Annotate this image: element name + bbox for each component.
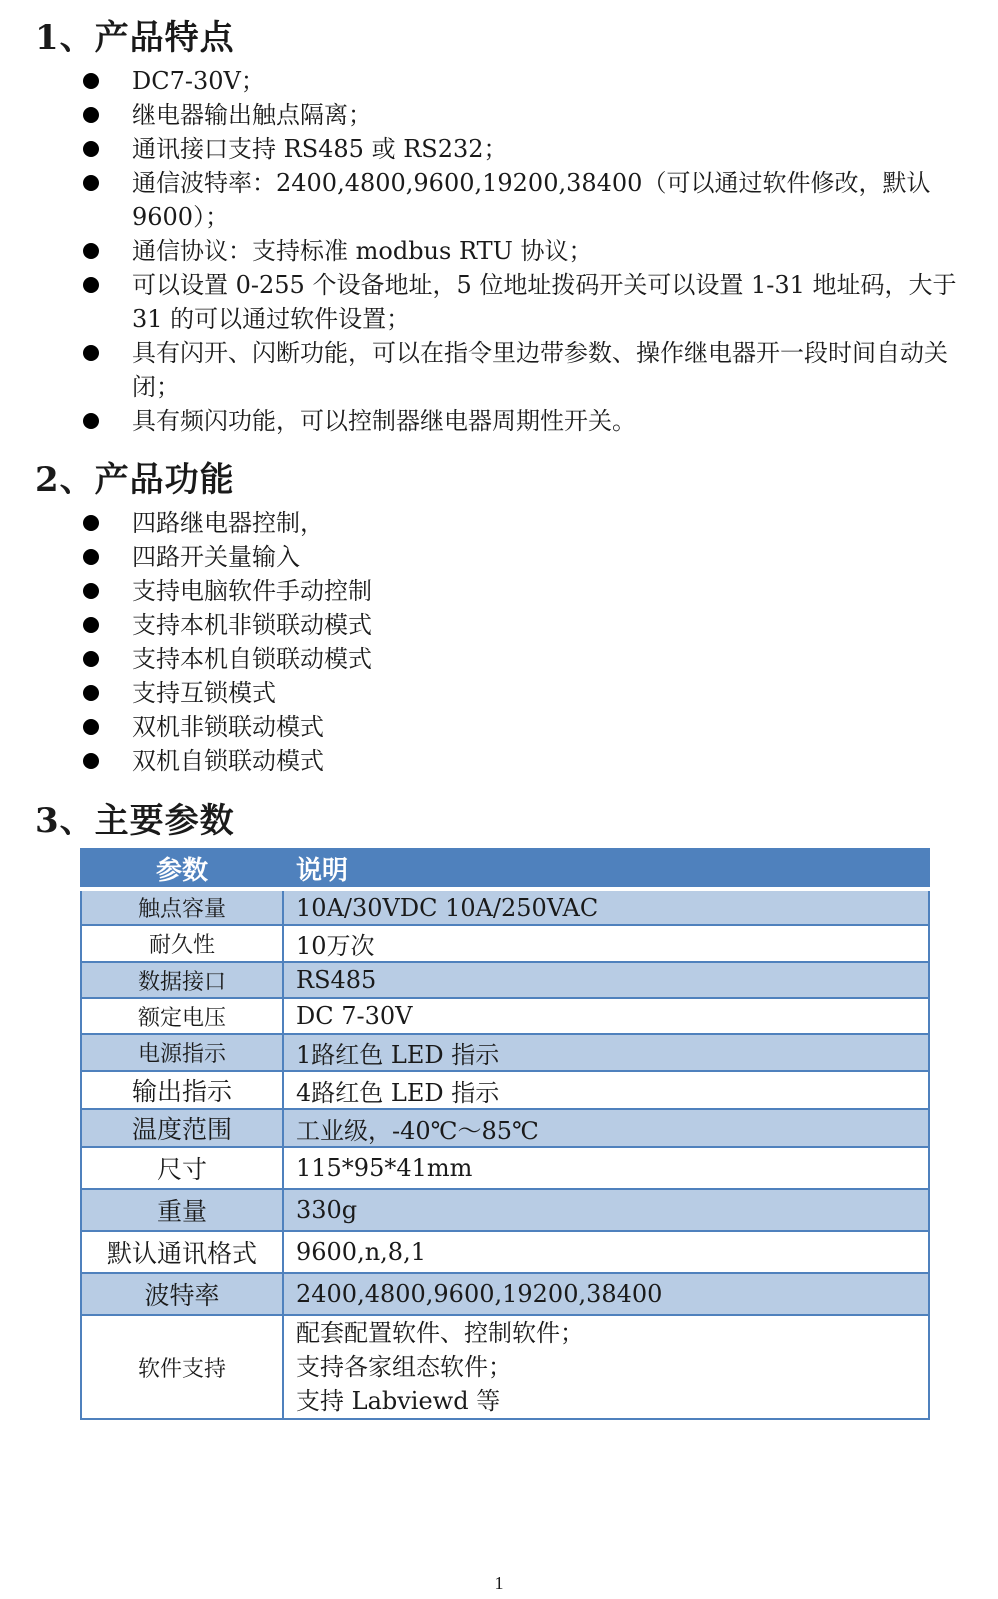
param-name: 电源指示: [81, 1034, 283, 1071]
parameters-table: [80, 848, 930, 1420]
list-item: 通信波特率：2400,4800,9600,19200,38400（可以通过软件修改，默认 9600）；: [80, 166, 980, 234]
bullet-icon: [83, 753, 99, 769]
list-item: 具有闪开、闪断功能，可以在指令里边带参数、操作继电器开一段时间自动关闭；: [80, 336, 980, 404]
bullet-icon: [83, 345, 99, 361]
table-row: [81, 998, 929, 1034]
bullet-icon: [83, 73, 99, 89]
bullet-icon: [83, 413, 99, 429]
bullet-icon: [83, 617, 99, 633]
list-item: 继电器输出触点隔离；: [80, 98, 980, 132]
param-value: 10A/30VDC 10A/250VAC: [283, 889, 929, 925]
table-row: [81, 889, 929, 925]
param-value: 9600,n,8,1: [283, 1231, 929, 1273]
section-title-features: 1、产品特点: [35, 18, 235, 58]
functions-list: [80, 506, 980, 778]
param-name: 重量: [81, 1189, 283, 1231]
bullet-icon: [83, 175, 99, 191]
bullet-icon: [83, 107, 99, 123]
param-value: 330g: [283, 1189, 929, 1231]
table-row: [81, 1315, 929, 1419]
list-item: 支持本机非锁联动模式: [80, 608, 980, 642]
param-name: 耐久性: [81, 925, 283, 962]
bullet-icon: [83, 277, 99, 293]
param-name: 软件支持: [81, 1315, 283, 1419]
list-item: 具有频闪功能，可以控制器继电器周期性开关。: [80, 404, 980, 438]
bullet-icon: [83, 141, 99, 157]
table-row: [81, 1231, 929, 1273]
list-item: DC7-30V；: [80, 64, 980, 98]
param-name: 波特率: [81, 1273, 283, 1315]
param-name: 输出指示: [81, 1071, 283, 1109]
param-name: 数据接口: [81, 962, 283, 998]
list-item: 双机非锁联动模式: [80, 710, 980, 744]
table-row: [81, 1147, 929, 1189]
param-value: 4路红色 LED 指示: [283, 1071, 929, 1109]
section-title-parameters: 3、主要参数: [35, 801, 235, 841]
table-row: [81, 1071, 929, 1109]
bullet-icon: [83, 583, 99, 599]
param-name: 触点容量: [81, 889, 283, 925]
param-value: 配套配置软件、控制软件； 支持各家组态软件； 支持 Labviewd 等: [283, 1315, 929, 1419]
param-value: 2400,4800,9600,19200,38400: [283, 1273, 929, 1315]
bullet-icon: [83, 685, 99, 701]
list-item: 四路继电器控制，: [80, 506, 980, 540]
param-value: 10万次: [283, 925, 929, 962]
page-number: 1: [494, 1573, 504, 1593]
param-name: 温度范围: [81, 1109, 283, 1147]
bullet-icon: [83, 651, 99, 667]
list-item: 四路开关量输入: [80, 540, 980, 574]
list-item: 支持互锁模式: [80, 676, 980, 710]
list-item: 双机自锁联动模式: [80, 744, 980, 778]
list-item: 通讯接口支持 RS485 或 RS232；: [80, 132, 980, 166]
param-name: 尺寸: [81, 1147, 283, 1189]
table-row: [81, 1034, 929, 1071]
list-item: 支持本机自锁联动模式: [80, 642, 980, 676]
bullet-icon: [83, 549, 99, 565]
table-row: [81, 962, 929, 998]
table-row: [81, 925, 929, 962]
param-name: 默认通讯格式: [81, 1231, 283, 1273]
param-value: 115*95*41mm: [283, 1147, 929, 1189]
table-header-cell: 说明: [283, 849, 929, 889]
bullet-icon: [83, 243, 99, 259]
table-row: [81, 1189, 929, 1231]
param-value: 工业级，-40℃～85℃: [283, 1109, 929, 1147]
bullet-icon: [83, 719, 99, 735]
param-value: 1路红色 LED 指示: [283, 1034, 929, 1071]
param-value: DC 7-30V: [283, 998, 929, 1034]
table-header-cell: 参数: [81, 849, 283, 889]
features-list: [80, 64, 980, 438]
table-header-row: [81, 849, 929, 889]
list-item: 支持电脑软件手动控制: [80, 574, 980, 608]
bullet-icon: [83, 515, 99, 531]
section-title-functions: 2、产品功能: [35, 460, 235, 500]
param-value: RS485: [283, 962, 929, 998]
param-name: 额定电压: [81, 998, 283, 1034]
list-item: 可以设置 0-255 个设备地址，5 位地址拨码开关可以设置 1-31 地址码，大于 31 的可以通过软件设置；: [80, 268, 980, 336]
list-item: 通信协议：支持标准 modbus RTU 协议；: [80, 234, 980, 268]
table-row: [81, 1273, 929, 1315]
table-row: [81, 1109, 929, 1147]
